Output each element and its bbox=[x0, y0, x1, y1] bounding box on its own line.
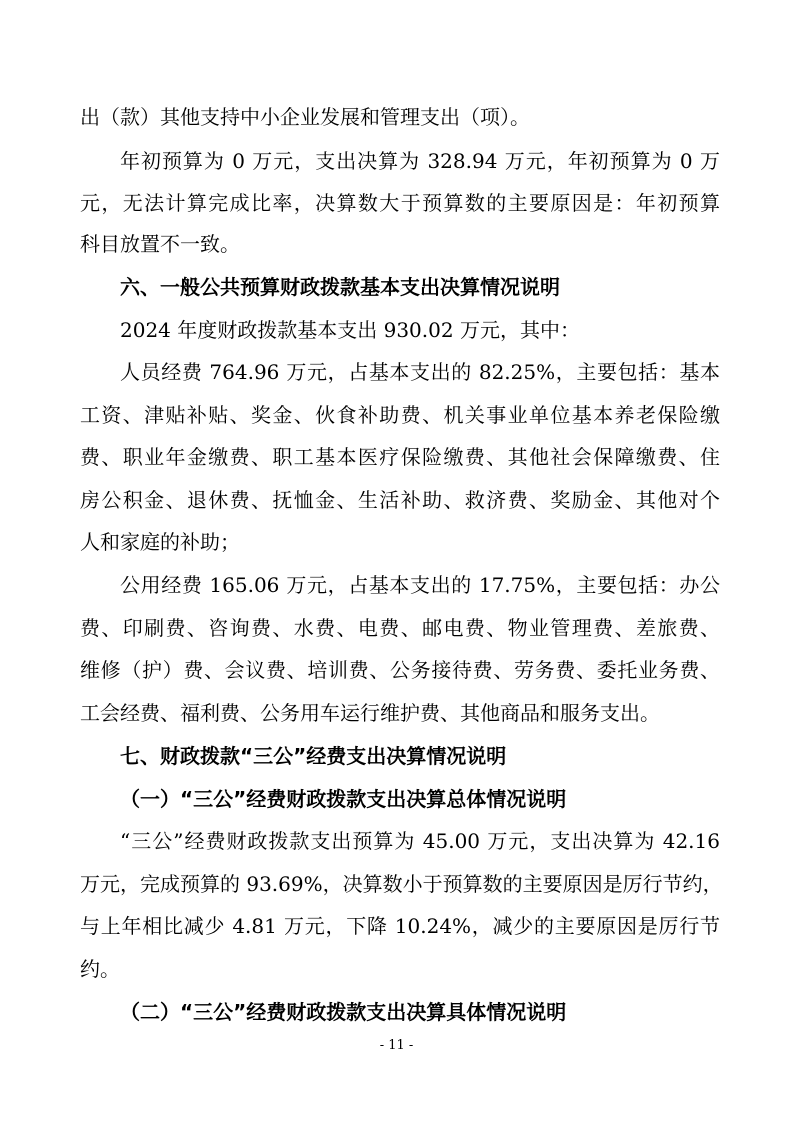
paragraph-line: “三公”经费财政拨款支出预算为 45.00 万元，支出决算为 42.16 bbox=[120, 829, 720, 853]
subsection-heading-1: （一）“三公”经费财政拨款支出决算总体情况说明 bbox=[120, 787, 567, 811]
paragraph-line: 元，无法计算完成比率，决算数大于预算数的主要原因是：年初预算 bbox=[80, 191, 720, 215]
subsection-heading-2: （二）“三公”经费财政拨款支出决算具体情况说明 bbox=[120, 1000, 567, 1024]
paragraph-line: 房公积金、退休费、抚恤金、生活补助、救济费、奖励金、其他对个 bbox=[80, 488, 720, 512]
paragraph-line: 约。 bbox=[80, 957, 120, 981]
paragraph-line: 万元，完成预算的 93.69%，决算数小于预算数的主要原因是厉行节约， bbox=[80, 872, 723, 896]
paragraph-line: 工资、津贴补贴、奖金、伙食补助费、机关事业单位基本养老保险缴 bbox=[80, 403, 720, 427]
paragraph-line: 费、职业年金缴费、职工基本医疗保险缴费、其他社会保障缴费、住 bbox=[80, 445, 720, 469]
section-heading-6: 六、一般公共预算财政拨款基本支出决算情况说明 bbox=[120, 275, 560, 299]
paragraph-line: 科目放置不一致。 bbox=[80, 232, 240, 256]
paragraph-line: 人员经费 764.96 万元，占基本支出的 82.25%，主要包括：基本 bbox=[120, 360, 720, 384]
paragraph-line: 费、印刷费、咨询费、水费、电费、邮电费、物业管理费、差旅费、 bbox=[80, 616, 720, 640]
paragraph-line: 工会经费、福利费、公务用车运行维护费、其他商品和服务支出。 bbox=[80, 701, 660, 725]
section-heading-7: 七、财政拨款“三公”经费支出决算情况说明 bbox=[120, 744, 507, 768]
paragraph-line: 人和家庭的补助； bbox=[80, 530, 240, 554]
page-number: - 11 - bbox=[379, 1038, 414, 1053]
paragraph-line: 公用经费 165.06 万元，占基本支出的 17.75%，主要包括：办公 bbox=[120, 573, 720, 597]
paragraph-line: 2024 年度财政拨款基本支出 930.02 万元，其中： bbox=[120, 318, 580, 342]
paragraph-line: 维修（护）费、会议费、培训费、公务接待费、劳务费、委托业务费、 bbox=[80, 658, 720, 682]
paragraph-line: 年初预算为 0 万元，支出决算为 328.94 万元，年初预算为 0 万 bbox=[120, 149, 720, 173]
paragraph-line: 出（款）其他支持中小企业发展和管理支出（项）。 bbox=[80, 105, 530, 129]
paragraph-line: 与上年相比减少 4.81 万元，下降 10.24%，减少的主要原因是厉行节 bbox=[80, 914, 720, 938]
